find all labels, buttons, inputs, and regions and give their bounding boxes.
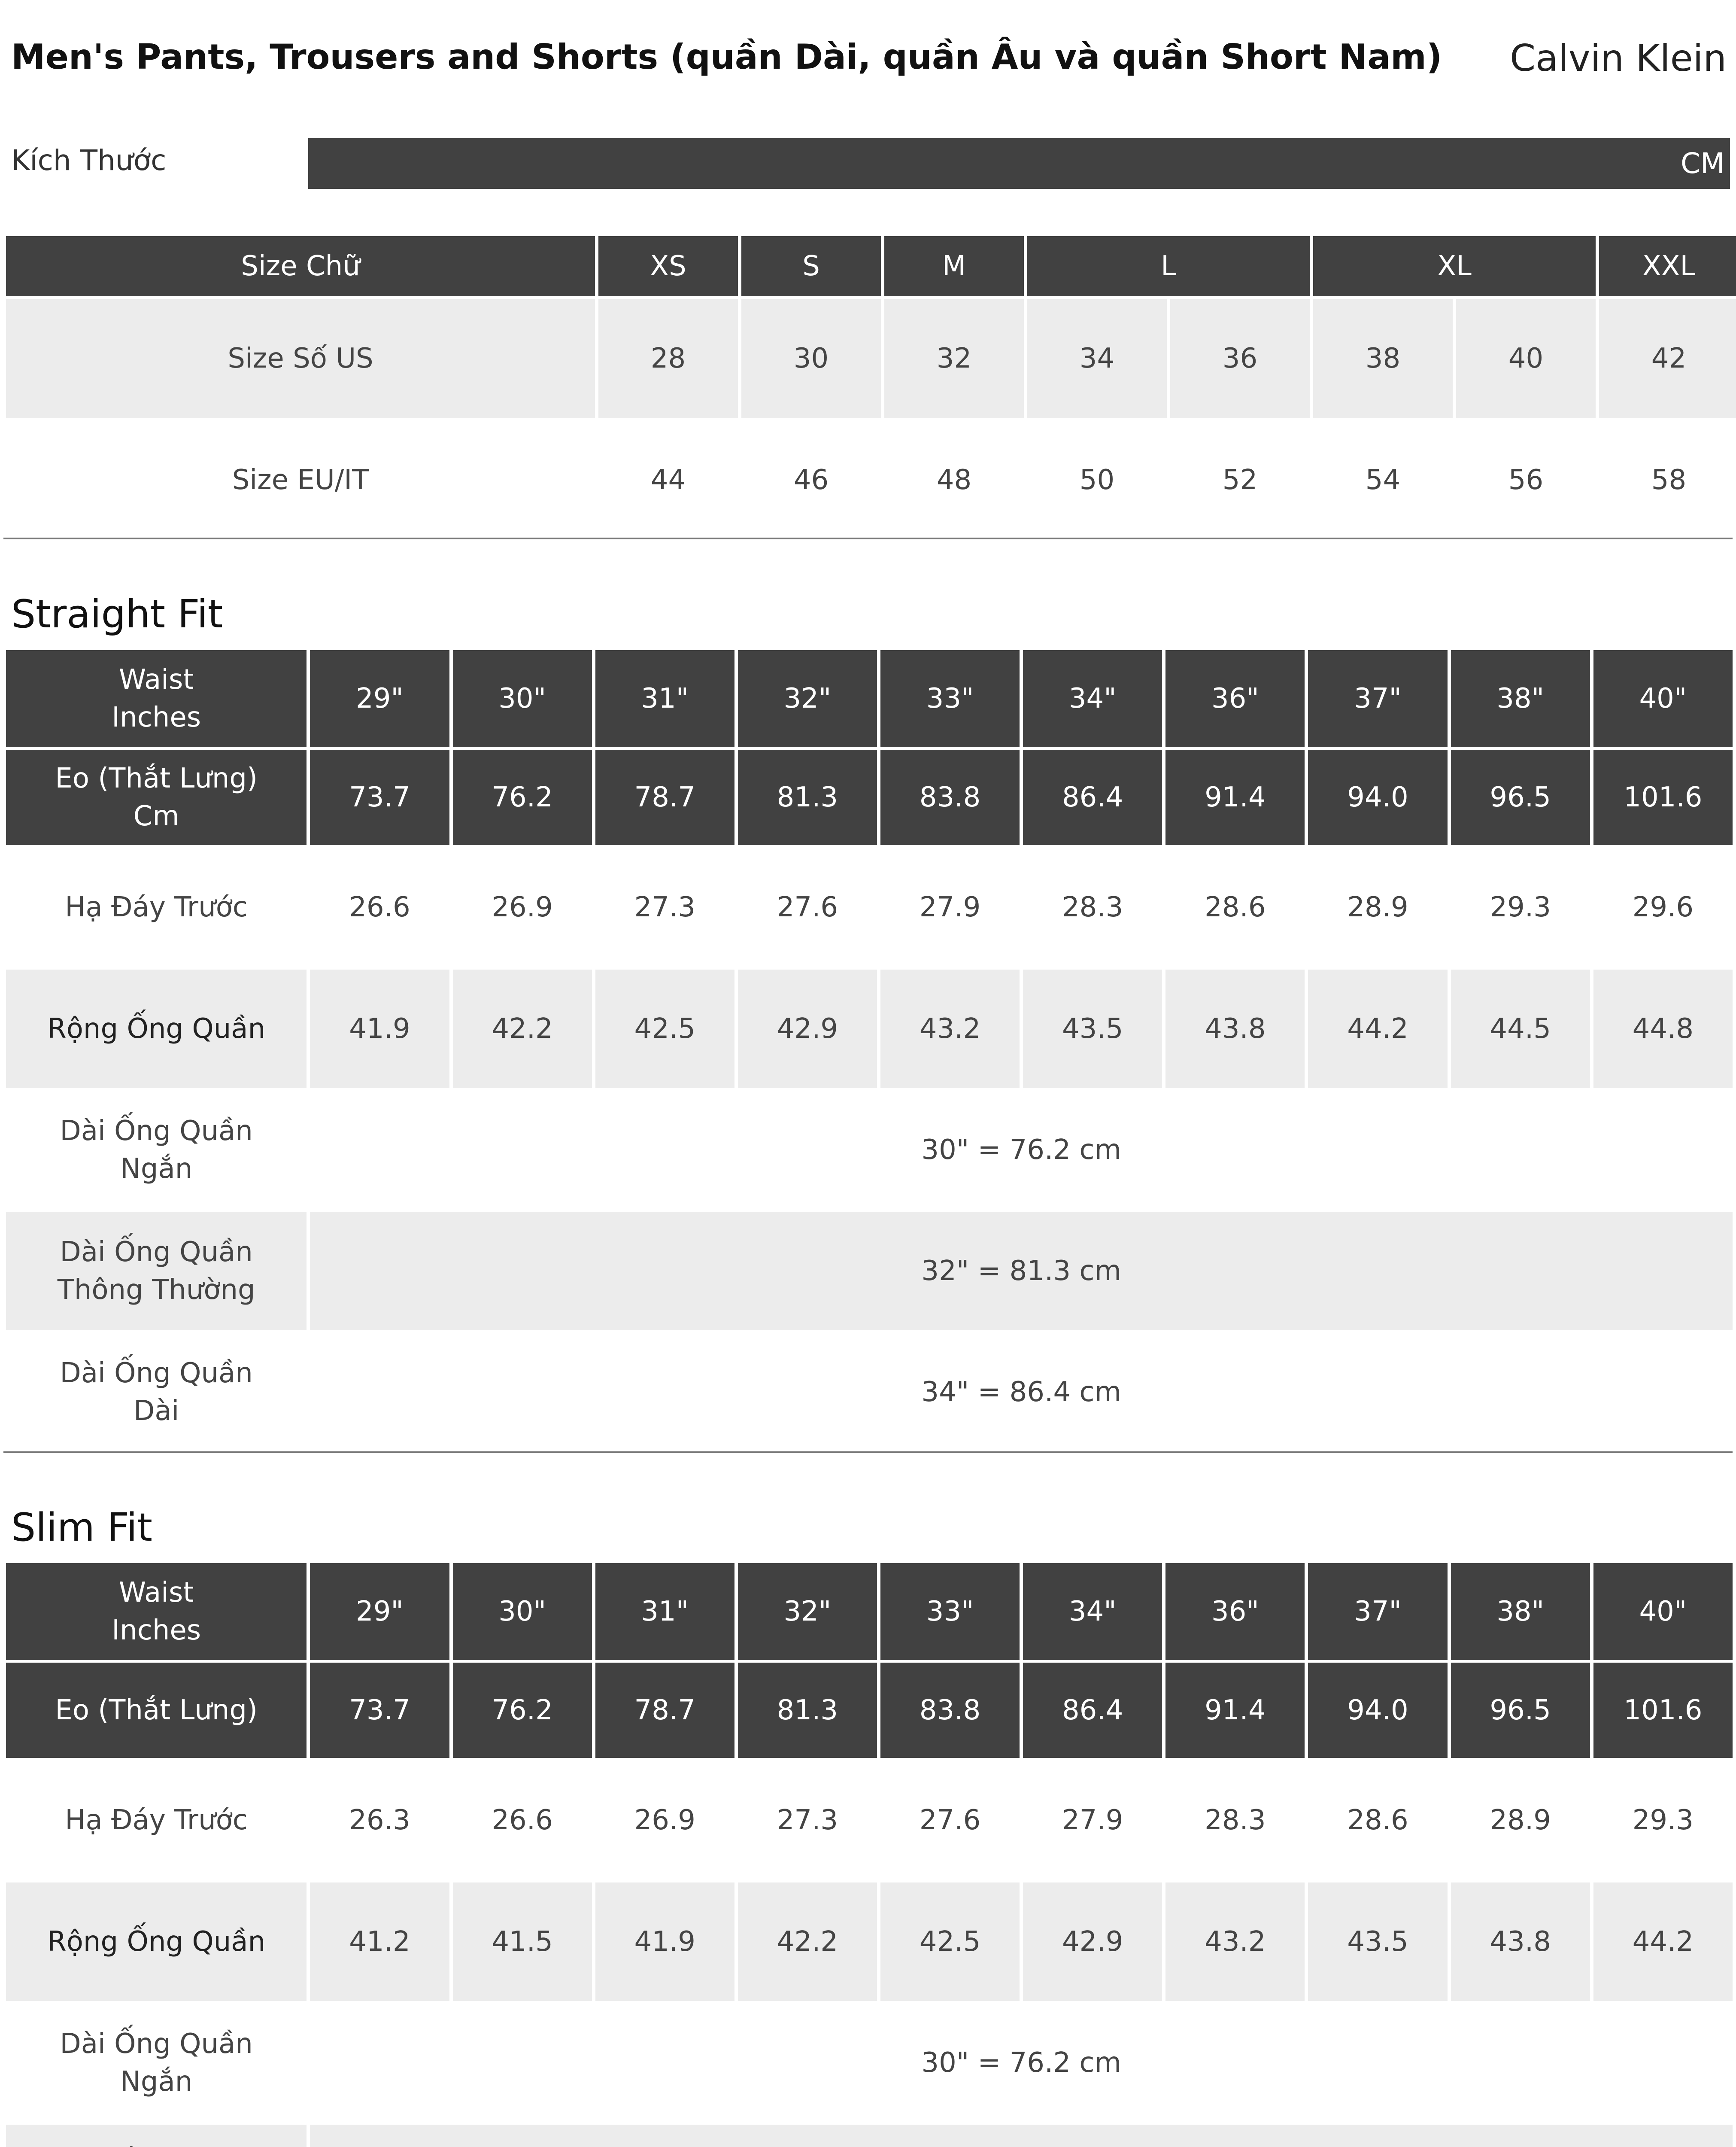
table-cell: 31" xyxy=(595,1563,734,1660)
table-cell: 26.3 xyxy=(310,1761,449,1880)
table-cell: 44.5 xyxy=(1451,970,1590,1088)
row-label: Hạ Đáy Trước xyxy=(6,1761,307,1880)
table-cell: 33" xyxy=(880,1563,1020,1660)
table-cell: 96.5 xyxy=(1451,1663,1590,1758)
table-cell: 26.9 xyxy=(453,848,592,967)
row-label xyxy=(6,1091,307,1209)
row-label xyxy=(6,1563,307,1660)
label-line: Thông Thường xyxy=(57,1274,255,1306)
table-cell: 91.4 xyxy=(1165,750,1305,845)
table-cell: 83.8 xyxy=(880,1663,1020,1758)
letter-size-cell: L xyxy=(1027,236,1310,296)
table-cell: 56 xyxy=(1456,421,1596,539)
table-cell: 28.9 xyxy=(1451,1761,1590,1880)
length-value: 30" = 76.2 cm xyxy=(310,2004,1733,2122)
table-cell: 30" xyxy=(453,1563,592,1660)
table-cell: 43.8 xyxy=(1165,970,1305,1088)
table-cell: 38" xyxy=(1451,1563,1590,1660)
label-line: Ngắn xyxy=(120,1153,193,1185)
row-label xyxy=(6,2125,307,2147)
label-line: Dài xyxy=(134,1395,179,1427)
label-line: Dài Ống Quần xyxy=(60,1115,253,1147)
table-cell: 73.7 xyxy=(310,750,449,845)
table-cell: 27.6 xyxy=(880,1761,1020,1880)
table-cell: 96.5 xyxy=(1451,750,1590,845)
row-label xyxy=(6,750,307,845)
table-cell: 81.3 xyxy=(738,1663,877,1758)
waist-row xyxy=(6,650,1733,747)
table-cell: 28.3 xyxy=(1165,1761,1305,1880)
row-label: Rộng Ống Quần xyxy=(6,1882,307,2001)
size-eu-row xyxy=(6,421,1736,539)
table-cell: 32" xyxy=(738,650,877,747)
table-cell: 44 xyxy=(598,421,738,539)
table-cell: 42.2 xyxy=(453,970,592,1088)
unit-value: CM xyxy=(1680,147,1725,180)
table-cell: 27.9 xyxy=(1023,1761,1162,1880)
table-cell: 41.2 xyxy=(310,1882,449,2001)
table-cell: 42.5 xyxy=(595,970,734,1088)
table-cell: 78.7 xyxy=(595,750,734,845)
table-cell: 78.7 xyxy=(595,1663,734,1758)
table-cell: 43.8 xyxy=(1451,1882,1590,2001)
table-cell: 101.6 xyxy=(1593,1663,1733,1758)
divider xyxy=(3,1451,1733,1453)
page-title: Men's Pants, Trousers and Shorts (quần Dài, quần Âu và quần Short Nam) xyxy=(11,37,1442,77)
table-cell: 36" xyxy=(1165,650,1305,747)
table-cell: 41.5 xyxy=(453,1882,592,2001)
table-cell: 34" xyxy=(1023,1563,1162,1660)
brand-logo: Calvin Klein xyxy=(1510,37,1727,80)
letter-size-cell: XL xyxy=(1313,236,1596,296)
table-cell: 54 xyxy=(1313,421,1453,539)
table-cell: 48 xyxy=(884,421,1024,539)
letter-size-cell: M xyxy=(884,236,1024,296)
table-cell: 50 xyxy=(1027,421,1167,539)
label-line: Inches xyxy=(112,702,201,733)
table-cell: 30 xyxy=(741,299,881,418)
slim-fit-table xyxy=(3,1560,1736,2147)
label-line: Dài Ống Quần xyxy=(60,1357,253,1389)
table-cell: 101.6 xyxy=(1593,750,1733,845)
table-cell: 30" xyxy=(453,650,592,747)
unit-label: Kích Thước xyxy=(11,144,167,177)
table-cell: 29.6 xyxy=(1593,848,1733,967)
table-cell: 28.3 xyxy=(1023,848,1162,967)
table-cell: 40" xyxy=(1593,650,1733,747)
letter-size-cell: XXL xyxy=(1599,236,1736,296)
length-value: 34" = 86.4 cm xyxy=(310,1333,1733,1451)
table-cell: 33" xyxy=(880,650,1020,747)
table-cell: 32" xyxy=(738,1563,877,1660)
table-cell: 29" xyxy=(310,1563,449,1660)
table-cell: 34" xyxy=(1023,650,1162,747)
table-cell: 26.9 xyxy=(595,1761,734,1880)
ha-day-row xyxy=(6,848,1733,967)
table-cell: 28.9 xyxy=(1308,848,1447,967)
table-cell: 29" xyxy=(310,650,449,747)
label-line: Cm xyxy=(133,800,179,832)
table-cell: 83.8 xyxy=(880,750,1020,845)
size-letter-header: Size Chữ xyxy=(6,236,595,296)
row-label xyxy=(6,1212,307,1330)
table-cell: 28.6 xyxy=(1165,848,1305,967)
table-cell: 37" xyxy=(1308,650,1447,747)
table-cell: 43.2 xyxy=(1165,1882,1305,2001)
table-cell: 38" xyxy=(1451,650,1590,747)
table-cell: 41.9 xyxy=(595,1882,734,2001)
table-cell: 43.2 xyxy=(880,970,1020,1088)
row-label: Eo (Thắt Lưng) xyxy=(6,1663,307,1758)
length-row xyxy=(6,1091,1733,1209)
length-value: 32" = 81.3 cm xyxy=(310,1212,1733,1330)
table-cell: 46 xyxy=(741,421,881,539)
label-line: Eo (Thắt Lưng) xyxy=(55,762,258,794)
table-cell: 32 xyxy=(884,299,1024,418)
table-cell: 36" xyxy=(1165,1563,1305,1660)
label-line: Inches xyxy=(112,1615,201,1646)
letter-size-row xyxy=(6,236,1736,296)
table-cell: 41.9 xyxy=(310,970,449,1088)
section-title-straight-fit: Straight Fit xyxy=(11,592,223,637)
length-row xyxy=(6,1333,1733,1451)
table-cell: 34 xyxy=(1027,299,1167,418)
rong-ong-row xyxy=(6,1882,1733,2001)
table-cell: 42.9 xyxy=(738,970,877,1088)
table-cell: 52 xyxy=(1170,421,1310,539)
divider xyxy=(3,538,1733,539)
length-row xyxy=(6,2004,1733,2122)
table-cell: 44.2 xyxy=(1593,1882,1733,2001)
row-label: Hạ Đáy Trước xyxy=(6,848,307,967)
table-cell: 86.4 xyxy=(1023,750,1162,845)
table-cell: 76.2 xyxy=(453,750,592,845)
letter-size-cell: XS xyxy=(598,236,738,296)
size-conversion-table xyxy=(3,234,1736,542)
table-cell: 26.6 xyxy=(453,1761,592,1880)
row-label xyxy=(6,650,307,747)
table-cell: 86.4 xyxy=(1023,1663,1162,1758)
unit-bar xyxy=(308,138,1730,189)
row-label: Rộng Ống Quần xyxy=(6,970,307,1088)
table-cell: 37" xyxy=(1308,1563,1447,1660)
table-cell: 43.5 xyxy=(1023,970,1162,1088)
table-cell: 94.0 xyxy=(1308,1663,1447,1758)
label-line: Dài Ống Quần xyxy=(60,1236,253,1268)
straight-fit-table xyxy=(3,648,1736,1454)
label-line: Waist xyxy=(118,1576,194,1609)
length-value: 30" = 76.2 cm xyxy=(310,1091,1733,1209)
table-cell: 26.6 xyxy=(310,848,449,967)
rong-ong-row xyxy=(6,970,1733,1088)
table-cell: 29.3 xyxy=(1593,1761,1733,1880)
table-cell: 29.3 xyxy=(1451,848,1590,967)
table-cell: 28.6 xyxy=(1308,1761,1447,1880)
row-label xyxy=(6,2004,307,2122)
table-cell: 40 xyxy=(1456,299,1596,418)
length-row xyxy=(6,2125,1733,2147)
table-cell: 27.3 xyxy=(595,848,734,967)
eo-row xyxy=(6,750,1733,845)
table-cell: 31" xyxy=(595,650,734,747)
table-cell: 44.8 xyxy=(1593,970,1733,1088)
length-value xyxy=(310,2125,1733,2147)
table-cell: 40" xyxy=(1593,1563,1733,1660)
table-cell: 73.7 xyxy=(310,1663,449,1758)
table-cell: 58 xyxy=(1599,421,1736,539)
label-line: Ngắn xyxy=(120,2066,193,2098)
table-cell: 36 xyxy=(1170,299,1310,418)
table-cell: 94.0 xyxy=(1308,750,1447,845)
table-cell: 27.6 xyxy=(738,848,877,967)
table-cell: 27.9 xyxy=(880,848,1020,967)
table-cell: 28 xyxy=(598,299,738,418)
size-us-row xyxy=(6,299,1736,418)
letter-size-cell: S xyxy=(741,236,881,296)
table-cell: 42 xyxy=(1599,299,1736,418)
row-label: Size Số US xyxy=(6,299,595,418)
section-title-slim-fit: Slim Fit xyxy=(11,1505,152,1550)
eo-row xyxy=(6,1663,1733,1758)
table-cell: 44.2 xyxy=(1308,970,1447,1088)
table-cell: 81.3 xyxy=(738,750,877,845)
length-row xyxy=(6,1212,1733,1330)
table-cell: 43.5 xyxy=(1308,1882,1447,2001)
table-cell: 42.9 xyxy=(1023,1882,1162,2001)
label-line: Dài Ống Quần xyxy=(60,2028,253,2060)
table-cell: 27.3 xyxy=(738,1761,877,1880)
table-cell: 42.5 xyxy=(880,1882,1020,2001)
ha-day-row xyxy=(6,1761,1733,1880)
table-cell: 76.2 xyxy=(453,1663,592,1758)
row-label xyxy=(6,1333,307,1451)
table-cell: 38 xyxy=(1313,299,1453,418)
table-cell: 91.4 xyxy=(1165,1663,1305,1758)
table-cell: 42.2 xyxy=(738,1882,877,2001)
label-line: Waist xyxy=(118,663,194,696)
waist-row xyxy=(6,1563,1733,1660)
row-label: Size EU/IT xyxy=(6,421,595,539)
